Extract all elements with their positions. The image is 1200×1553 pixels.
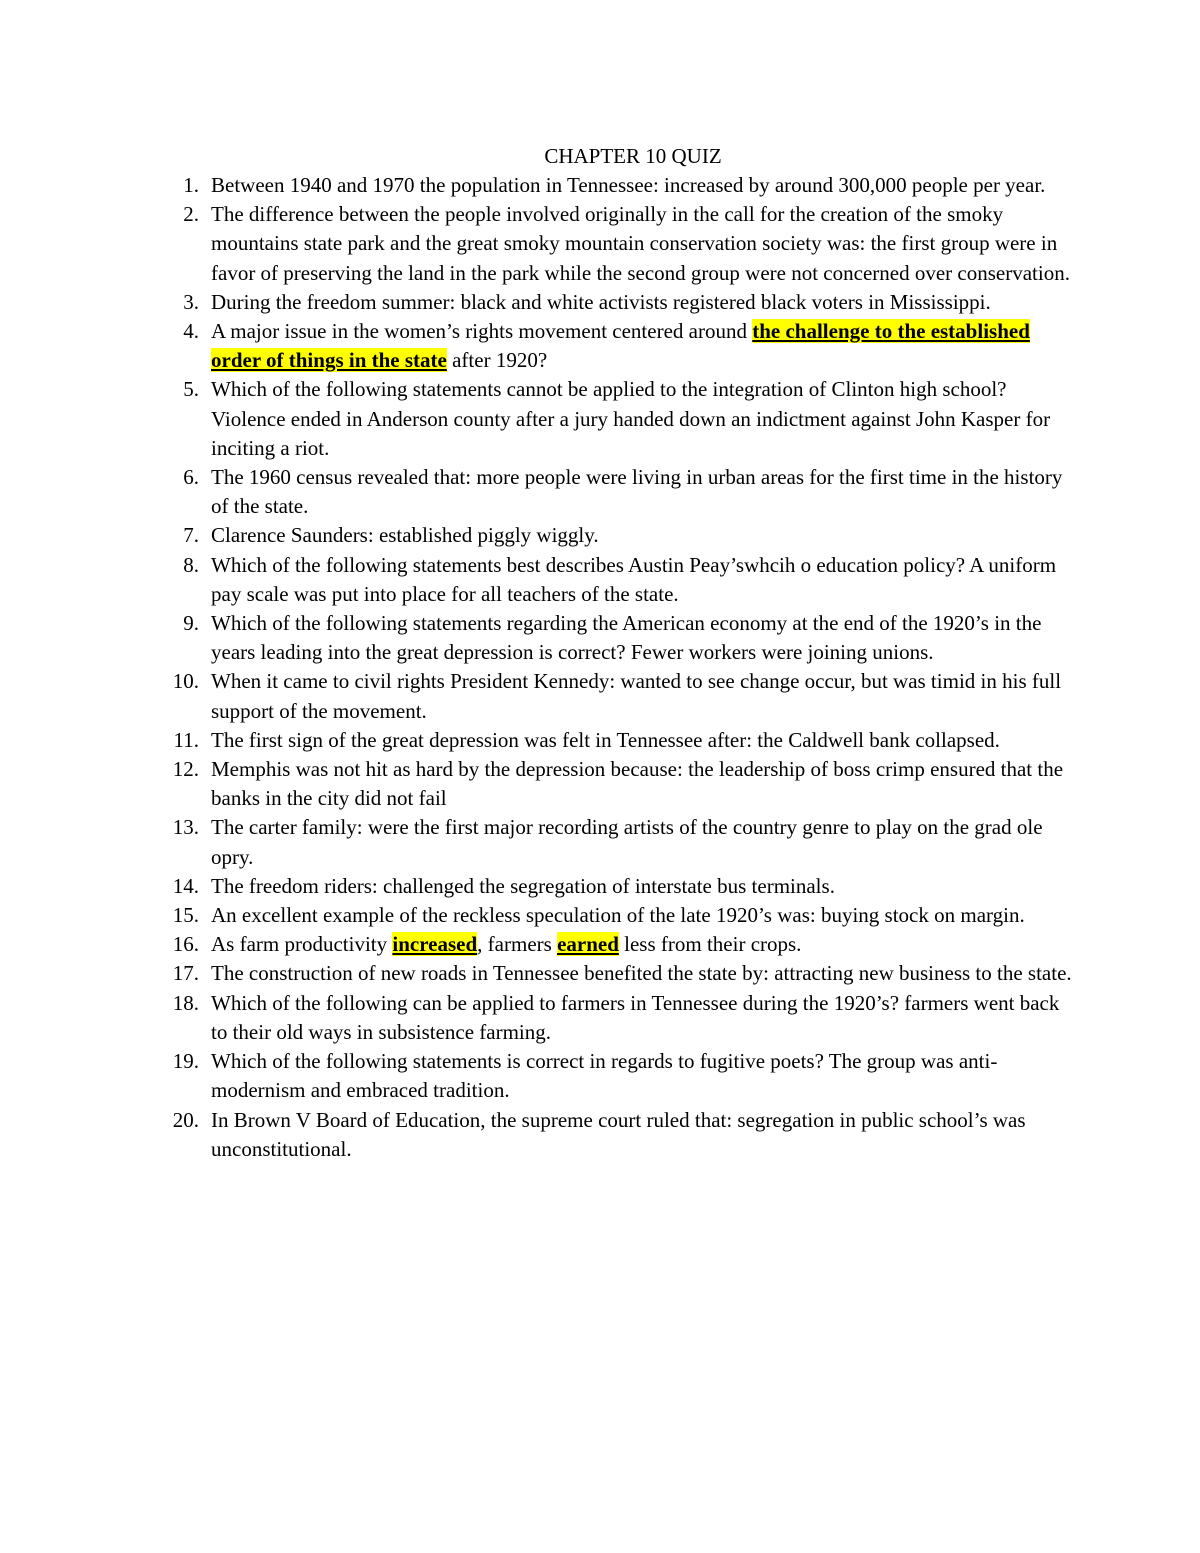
question-text: The 1960 census revealed that: more people were living in urban areas for the first time in the history of the state. [211, 465, 1063, 519]
quiz-question-5 [172, 375, 1072, 463]
question-text: An excellent example of the reckless speculation of the late 1920’s was: buying stock on margin. [211, 903, 1025, 928]
question-text: Which of the following statements best describes Austin Peay’swhcih o education policy? A uniform pay scale was put into place for all teachers of the state. [211, 552, 1057, 606]
question-number: 8. [183, 552, 199, 577]
quiz-question-7 [172, 521, 1072, 550]
quiz-question-19 [172, 1047, 1072, 1105]
quiz-question-13 [172, 813, 1072, 871]
quiz-question-11 [172, 726, 1072, 755]
quiz-question-3 [172, 288, 1072, 317]
quiz-question-10 [172, 667, 1072, 725]
question-text: When it came to civil rights President Kennedy: wanted to see change occur, but was timid in his full support of the movement. [211, 669, 1062, 723]
question-text: Which of the following statements cannot be applied to the integration of Clinton high school? Violence ended in Anderson county after a jury handed down an indictment against John Kasper for inciting a riot. [211, 377, 1051, 460]
question-text: The carter family: were the first major recording artists of the country genre to play on the grad ole opry. [211, 815, 1043, 869]
question-text: Which of the following statements regarding the American economy at the end of the 1920’s in the years leading into the great depression is correct? Fewer workers were joining unions. [211, 611, 1042, 665]
question-text: In Brown V Board of Education, the supreme court ruled that: segregation in public school’s was unconstitutional. [211, 1107, 1026, 1161]
highlighted-answer: the challenge to the established order of things in the state [211, 319, 1030, 373]
quiz-question-17 [172, 959, 1072, 988]
quiz-question-9 [172, 609, 1072, 667]
question-number: 7. [183, 523, 199, 548]
question-number: 3. [183, 289, 199, 314]
highlighted-answer-1: increased [392, 932, 478, 957]
question-number: 6. [183, 465, 199, 490]
question-number: 19. [172, 1049, 199, 1074]
question-text: Memphis was not hit as hard by the depression because: the leadership of boss crimp ensured that the banks in the city did not fail [211, 757, 1064, 811]
quiz-question-2 [172, 200, 1072, 288]
question-number: 18. [172, 990, 199, 1015]
quiz-question-12 [172, 755, 1072, 813]
question-text: The difference between the people involved originally in the call for the creation of the smoky mountains state park and the great smoky mountain conservation society was: the first group were in favor of preserving the land in the park while the second group were not concerned over conservation. [211, 202, 1070, 285]
question-text: Between 1940 and 1970 the population in Tennessee: increased by around 300,000 people per year. [211, 173, 1046, 197]
question-number: 10. [172, 669, 199, 694]
quiz-question-16 [172, 930, 1072, 959]
question-text-end: less from their crops. [618, 932, 802, 957]
question-number: 5. [183, 377, 199, 402]
question-text-middle: , farmers [477, 932, 558, 957]
quiz-question-15 [172, 901, 1072, 930]
question-number: 20. [172, 1107, 199, 1132]
question-text: The construction of new roads in Tennessee benefited the state by: attracting new business to the state. [211, 961, 1072, 986]
question-text: During the freedom summer: black and white activists registered black voters in Mississippi. [211, 289, 991, 314]
question-text: The freedom riders: challenged the segregation of interstate bus terminals. [211, 873, 835, 898]
quiz-question-8 [172, 551, 1072, 609]
quiz-question-6 [172, 463, 1072, 521]
question-text: As farm productivity [211, 932, 393, 957]
question-text: Which of the following statements is correct in regards to fugitive poets? The group was anti-modernism and embraced tradition. [211, 1049, 998, 1103]
question-number: 12. [172, 757, 199, 782]
document-title: CHAPTER 10 QUIZ [544, 144, 722, 168]
question-text: Clarence Saunders: established piggly wiggly. [211, 523, 599, 548]
question-text: Which of the following can be applied to farmers in Tennessee during the 1920’s? farmers went back to their old ways in subsistence farming. [211, 990, 1060, 1044]
question-text: The first sign of the great depression was felt in Tennessee after: the Caldwell bank collapsed. [211, 727, 1000, 752]
quiz-question-list [172, 171, 1072, 1164]
quiz-question-4 [172, 317, 1072, 375]
quiz-question-14 [172, 872, 1072, 901]
question-number: 2. [183, 202, 199, 227]
quiz-question-20 [172, 1106, 1072, 1164]
question-number: 4. [183, 319, 199, 344]
quiz-question-1 [172, 171, 1072, 200]
question-number: 13. [172, 815, 199, 840]
quiz-question-18 [172, 989, 1072, 1047]
question-text-end: after 1920? [446, 348, 548, 373]
question-number: 15. [172, 903, 199, 928]
question-number: 1. [183, 173, 199, 197]
question-number: 11. [173, 727, 199, 752]
question-number: 9. [183, 611, 199, 636]
question-number: 14. [172, 873, 199, 898]
highlighted-answer-2: earned [557, 932, 619, 957]
question-text: A major issue in the women’s rights movement centered around [211, 319, 753, 344]
question-number: 16. [172, 932, 199, 957]
question-number: 17. [172, 961, 199, 986]
